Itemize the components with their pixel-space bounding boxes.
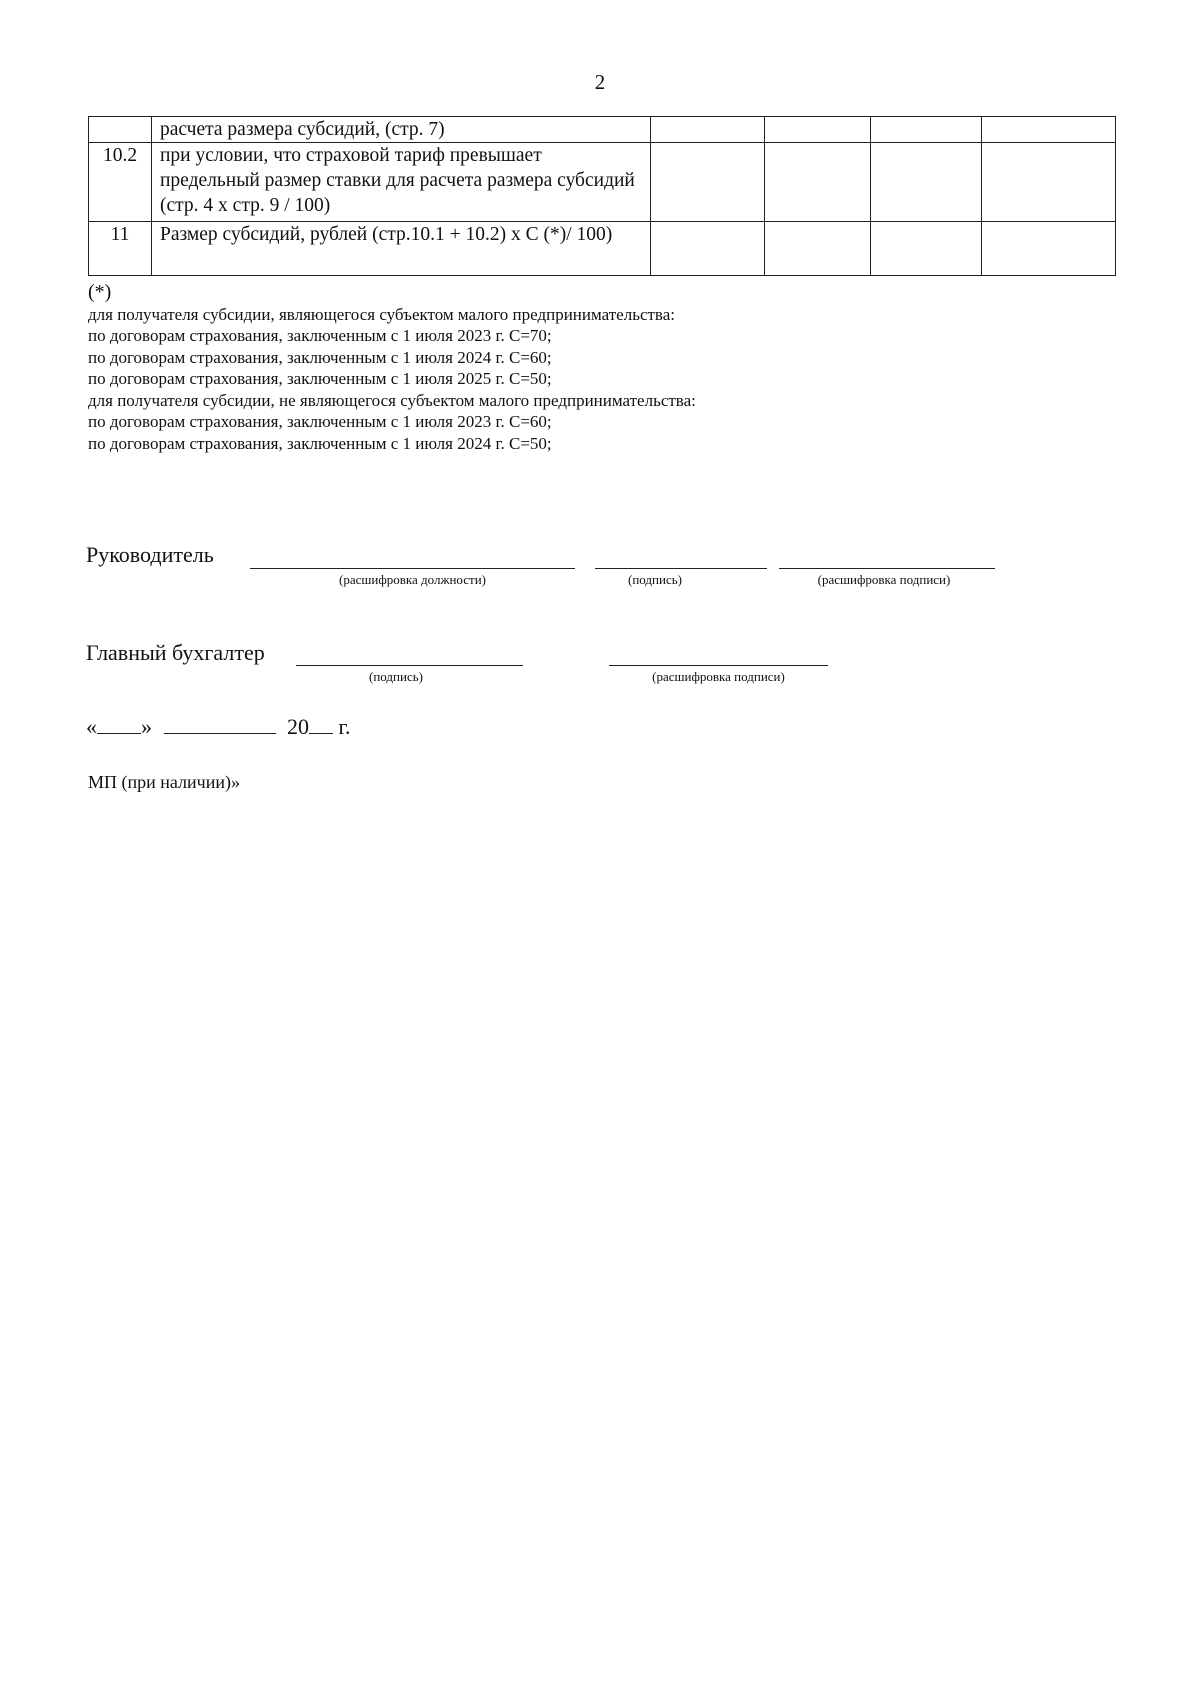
- row-number-cell: [89, 117, 152, 143]
- value-cell: [982, 222, 1116, 276]
- value-cell: [871, 117, 982, 143]
- head-name-field[interactable]: [779, 568, 995, 569]
- row-number-cell: 10.2: [89, 143, 152, 222]
- value-cell: [765, 117, 871, 143]
- calculation-table: [88, 116, 1116, 276]
- value-cell: [871, 143, 982, 222]
- head-signature-caption: (подпись): [628, 572, 682, 587]
- row-description-cell: расчета размера субсидий, (стр. 7): [152, 117, 651, 143]
- accountant-name-field[interactable]: [609, 665, 828, 666]
- footnote-line: по договорам страхования, заключенным с 1 июля 2024 г. С=60;: [88, 347, 552, 367]
- table-row: [89, 117, 1116, 143]
- footnote-line: по договорам страхования, заключенным с 1 июля 2025 г. С=50;: [88, 369, 552, 388]
- value-cell: [651, 117, 765, 143]
- value-cell: [982, 117, 1116, 143]
- date-year-field[interactable]: [309, 715, 333, 734]
- date-line: [86, 714, 351, 740]
- head-label: Руководитель: [86, 542, 214, 567]
- date-month-field[interactable]: [164, 715, 276, 734]
- value-cell: [765, 143, 871, 222]
- value-cell: [651, 222, 765, 276]
- page-number: 2: [594, 70, 606, 94]
- table-row: [89, 143, 1116, 222]
- table-row: [89, 222, 1116, 276]
- date-day-field[interactable]: [97, 715, 141, 734]
- date-close-quote: »: [141, 714, 152, 739]
- date-year-suffix: г.: [338, 714, 351, 739]
- date-year-prefix: 20: [287, 714, 309, 739]
- accountant-signature-field[interactable]: [296, 665, 523, 666]
- footnote-mark: (*): [88, 281, 112, 303]
- accountant-name-caption: (расшифровка подписи): [652, 669, 785, 684]
- head-name-caption: (расшифровка подписи): [817, 572, 951, 587]
- row-number-cell: 11: [89, 222, 152, 276]
- value-cell: [871, 222, 982, 276]
- stamp-note: МП (при наличии)»: [88, 772, 240, 792]
- footnote-line: по договорам страхования, заключенным с 1 июля 2024 г. С=50;: [88, 433, 552, 453]
- date-open-quote: «: [86, 714, 97, 739]
- footnote-line: по договорам страхования, заключенным с 1 июля 2023 г. С=70;: [88, 326, 552, 345]
- footnote-line: для получателя субсидии, не являющегося субъектом малого предпринимательства:: [88, 390, 696, 410]
- accountant-signature-caption: (подпись): [369, 669, 423, 684]
- footnote: [88, 282, 696, 454]
- head-position-field[interactable]: [250, 568, 575, 569]
- row-description-cell: Размер субсидий, рублей (стр.10.1 + 10.2) x С (*)/ 100): [152, 222, 651, 276]
- accountant-label: Главный бухгалтер: [86, 640, 265, 665]
- head-position-caption: (расшифровка должности): [339, 572, 486, 587]
- row-description-cell: при условии, что страховой тариф превышает предельный размер ставки для расчета размера субсидий (стр. 4 x стр. 9 / 100): [152, 143, 651, 222]
- head-signature-field[interactable]: [595, 568, 767, 569]
- footnote-line: по договорам страхования, заключенным с 1 июля 2023 г. С=60;: [88, 412, 552, 431]
- value-cell: [765, 222, 871, 276]
- value-cell: [982, 143, 1116, 222]
- footnote-line: для получателя субсидии, являющегося субъектом малого предпринимательства:: [88, 304, 675, 324]
- value-cell: [651, 143, 765, 222]
